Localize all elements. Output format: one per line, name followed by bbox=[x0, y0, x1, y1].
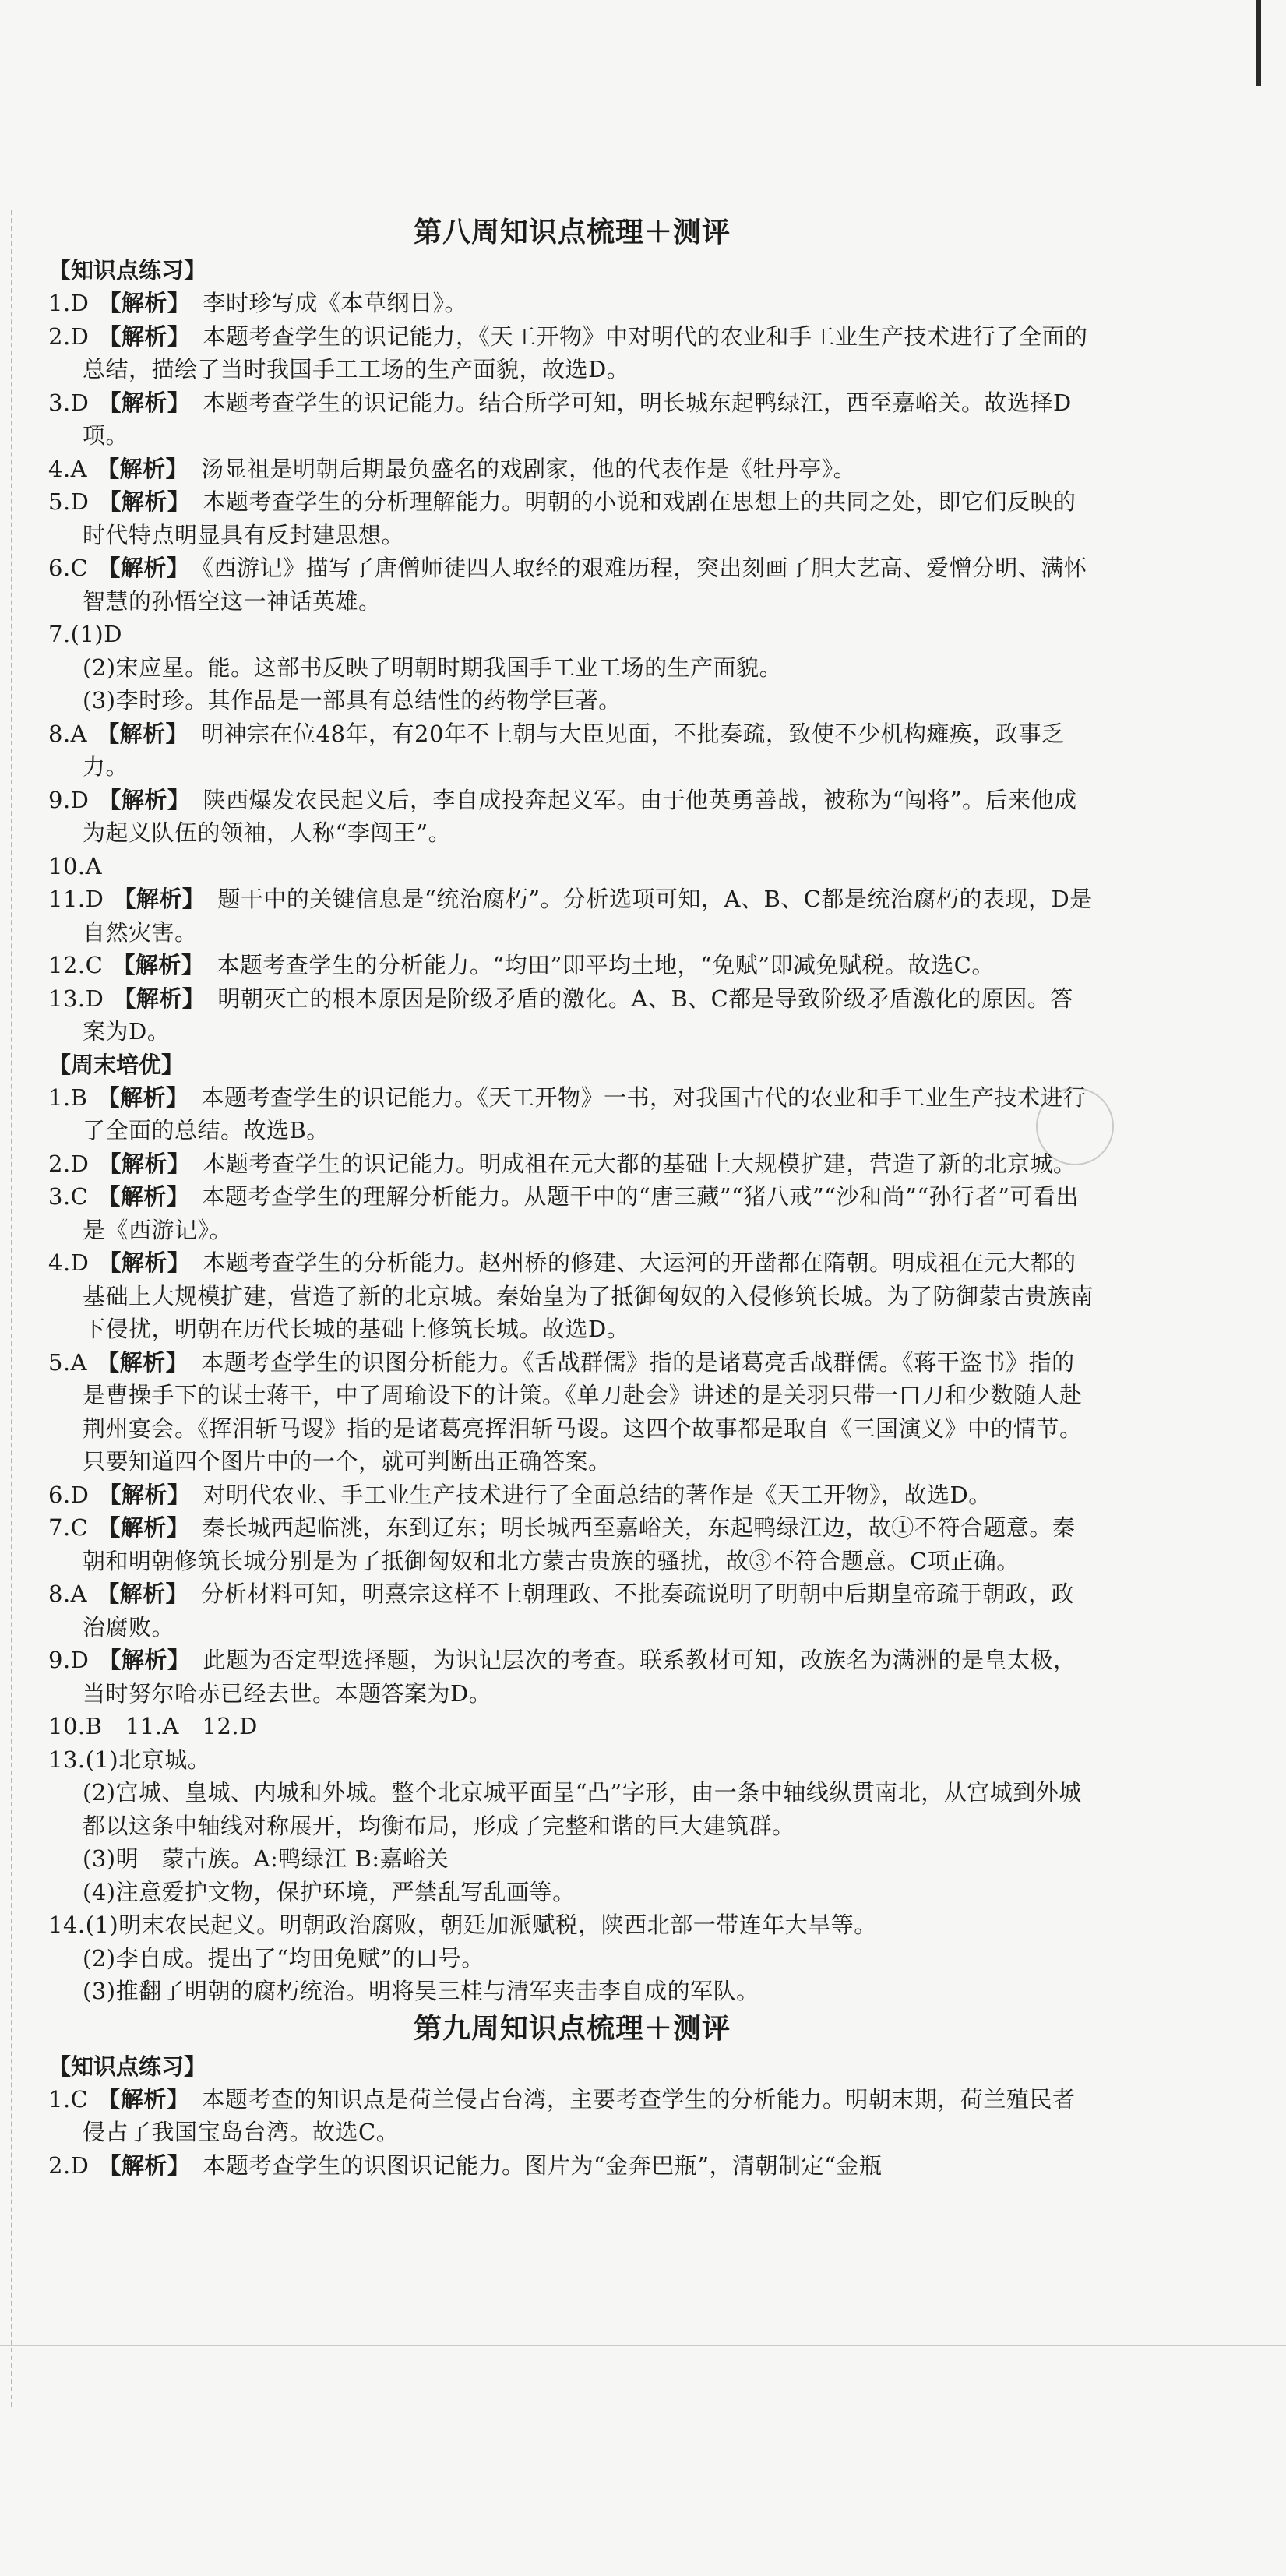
answer-item bbox=[48, 453, 1096, 486]
analysis-tag: 【解析】 bbox=[113, 985, 206, 1012]
answer-item-14-part2: (2)李自成。提出了“均田免赋”的口号。 bbox=[83, 1944, 484, 1972]
answer-number: 1.B bbox=[48, 1084, 88, 1111]
answer-number: 8.A bbox=[48, 720, 88, 747]
answer-number: 1.C bbox=[48, 2085, 89, 2113]
edge-mark bbox=[1256, 0, 1261, 86]
answer-item bbox=[48, 485, 1096, 551]
analysis-tag: 【解析】 bbox=[98, 1150, 191, 1177]
answer-text: 《西游记》描写了唐僧师徒四人取经的艰难历程，突出刻画了胆大艺高、爱憎分明、满怀智慧的孙悟空这一神话英雄。 bbox=[83, 555, 1087, 615]
answer-item bbox=[48, 287, 1096, 320]
analysis-tag: 【解析】 bbox=[97, 1183, 190, 1210]
answer-item-13-part3: (3)明 蒙古族。A:鸭绿江 B:嘉峪关 bbox=[83, 1845, 449, 1872]
analysis-tag: 【解析】 bbox=[98, 488, 191, 515]
analysis-tag: 【解析】 bbox=[98, 1481, 191, 1508]
week8-section-practice: 【知识点练习】 bbox=[48, 257, 207, 284]
answer-number: 11.D bbox=[48, 886, 104, 912]
answer-item-7-part2: (2)宋应星。能。这部书反映了明朝时期我国手工业工场的生产面貌。 bbox=[83, 654, 783, 681]
analysis-tag: 【解析】 bbox=[97, 720, 189, 747]
answer-number: 8.A bbox=[48, 1580, 88, 1607]
answer-item bbox=[48, 982, 1096, 1048]
answer-text: 本题考查学生的分析能力。赵州桥的修建、大运河的开凿都在隋朝。明成祖在元大都的基础上大规模扩建，营造了新的北京城。秦始皇为了抵御匈奴的入侵修筑长城。为了防御蒙古贵族南下侵扰，明朝在历代长城的基础上修筑长城。故选D。 bbox=[83, 1249, 1094, 1342]
answer-text: 本题考查学生的分析理解能力。明朝的小说和戏剧在思想上的共同之处，即它们反映的时代特点明显具有反封建思想。 bbox=[83, 488, 1076, 548]
answer-number: 6.D bbox=[48, 1481, 90, 1508]
answer-text: 明朝灭亡的根本原因是阶级矛盾的激化。A、B、C都是导致阶级矛盾激化的原因。答案为D。 bbox=[83, 985, 1073, 1045]
answer-item bbox=[48, 2149, 1096, 2183]
answer-item bbox=[48, 2083, 1096, 2149]
week9-section-practice: 【知识点练习】 bbox=[48, 2053, 207, 2080]
answer-items-10-12: 10.B 11.A 12.D bbox=[48, 1713, 258, 1739]
binding-dashed-line bbox=[11, 210, 12, 2407]
analysis-tag: 【解析】 bbox=[113, 886, 206, 912]
footer-line bbox=[0, 2345, 1286, 2346]
answer-text: 明神宗在位48年，有20年不上朝与大臣见面，不批奏疏，致使不少机构瘫痪，政事乏力。 bbox=[83, 720, 1065, 780]
answer-item bbox=[48, 386, 1096, 453]
answer-item-14-part3: (3)推翻了明朝的腐朽统治。明将吴三桂与清军夹击李自成的军队。 bbox=[83, 1978, 759, 2004]
analysis-tag: 【解析】 bbox=[97, 1580, 189, 1607]
answer-text: 分析材料可知，明熹宗这样不上朝理政、不批奏疏说明了明朝中后期皇帝疏于朝政，政治腐败。 bbox=[83, 1580, 1075, 1640]
answer-text: 本题考查学生的识记能力，《天工开物》中对明代的农业和手工业生产技术进行了全面的总结，描绘了当时我国手工工场的生产面貌，故选D。 bbox=[83, 322, 1088, 382]
answer-item bbox=[48, 1511, 1096, 1577]
answer-number: 4.A bbox=[48, 455, 88, 482]
answer-number: 12.C bbox=[48, 952, 104, 978]
answer-text: 本题考查学生的识图识记能力。图片为“金奔巴瓶”，清朝制定“金瓶 bbox=[203, 2151, 883, 2179]
answer-number: 3.C bbox=[48, 1183, 89, 1210]
answer-item bbox=[48, 1577, 1096, 1644]
analysis-tag: 【解析】 bbox=[97, 1514, 190, 1541]
answer-item-13-part1: 13.(1)北京城。 bbox=[48, 1746, 211, 1773]
answer-text: 此题为否定型选择题，为识记层次的考查。联系教材可知，改族名为满洲的是皇太极，当时努尔哈赤已经去世。本题答案为D。 bbox=[83, 1647, 1076, 1707]
answer-text: 本题考查学生的分析能力。“均田”即平均土地，“免赋”即减免赋税。故选C。 bbox=[217, 952, 995, 978]
answer-item bbox=[48, 717, 1096, 784]
answer-number: 3.D bbox=[48, 389, 90, 416]
answer-number: 1.D bbox=[48, 290, 90, 316]
answer-text: 本题考查学生的识记能力。《天工开物》一书，对我国古代的农业和手工业生产技术进行了全面的总结。故选B。 bbox=[83, 1084, 1087, 1144]
answer-number: 5.D bbox=[48, 488, 90, 515]
answer-text: 本题考查的知识点是荷兰侵占台湾，主要考查学生的分析能力。明朝末期，荷兰殖民者侵占了我国宝岛台湾。故选C。 bbox=[83, 2085, 1076, 2145]
answer-number: 4.D bbox=[48, 1249, 90, 1276]
answer-number: 9.D bbox=[48, 786, 90, 813]
analysis-tag: 【解析】 bbox=[97, 555, 190, 581]
answer-item bbox=[48, 1147, 1096, 1181]
answer-item-7-part3: (3)李时珍。其作品是一部具有总结性的药物学巨著。 bbox=[83, 687, 622, 714]
analysis-tag: 【解析】 bbox=[98, 1249, 191, 1276]
answer-item bbox=[48, 1644, 1096, 1710]
answer-number: 2.D bbox=[48, 2151, 90, 2179]
answer-text: 秦长城西起临洮，东到辽东；明长城西至嘉峪关，东起鸭绿江边，故①不符合题意。秦朝和明朝修筑长城分别是为了抵御匈奴和北方蒙古贵族的骚扰，故③不符合题意。C项正确。 bbox=[83, 1514, 1076, 1574]
answer-number: 13.D bbox=[48, 985, 104, 1012]
answer-content bbox=[48, 212, 1096, 2182]
analysis-tag: 【解析】 bbox=[97, 1084, 189, 1111]
answer-text: 李时珍写成《本草纲目》。 bbox=[203, 290, 467, 316]
analysis-tag: 【解析】 bbox=[97, 2085, 190, 2113]
answer-item-14-part1: 14.(1)明末农民起义。明朝政治腐败，朝廷加派赋税，陕西北部一带连年大旱等。 bbox=[48, 1912, 877, 1938]
answer-number: 2.D bbox=[48, 322, 90, 350]
answer-item bbox=[48, 1346, 1096, 1478]
answer-item bbox=[48, 320, 1096, 386]
answer-item-7-part1: 7.(1)D bbox=[48, 621, 122, 647]
answer-item bbox=[48, 883, 1096, 949]
answer-text: 本题考查学生的识记能力。结合所学可知，明长城东起鸭绿江，西至嘉峪关。故选择D项。 bbox=[83, 389, 1072, 449]
analysis-tag: 【解析】 bbox=[98, 786, 191, 813]
analysis-tag: 【解析】 bbox=[97, 1348, 189, 1376]
analysis-tag: 【解析】 bbox=[98, 389, 191, 416]
answer-text: 陕西爆发农民起义后，李自成投奔起义军。由于他英勇善战，被称为“闯将”。后来他成为起义队伍的领袖，人称“李闯王”。 bbox=[83, 786, 1077, 846]
answer-number: 6.C bbox=[48, 555, 89, 581]
answer-text: 对明代农业、手工业生产技术进行了全面总结的著作是《天工开物》，故选D。 bbox=[203, 1481, 992, 1508]
week9-title: 第九周知识点梳理＋测评 bbox=[413, 2012, 731, 2045]
answer-text: 汤显祖是明朝后期最负盛名的戏剧家，他的代表作是《牡丹亭》。 bbox=[201, 455, 857, 482]
analysis-tag: 【解析】 bbox=[98, 1647, 191, 1673]
answer-item bbox=[48, 1180, 1096, 1246]
analysis-tag: 【解析】 bbox=[97, 455, 189, 482]
answer-item bbox=[48, 1081, 1096, 1147]
analysis-tag: 【解析】 bbox=[98, 2151, 191, 2179]
answer-text: 本题考查学生的理解分析能力。从题干中的“唐三藏”“猪八戒”“沙和尚”“孙行者”可看出是《西游记》。 bbox=[83, 1183, 1079, 1243]
answer-item bbox=[48, 551, 1096, 618]
answer-text: 题干中的关键信息是“统治腐朽”。分析选项可知，A、B、C都是统治腐朽的表现，D是自然灾害。 bbox=[83, 886, 1093, 946]
week8-section-weekend: 【周末培优】 bbox=[48, 1051, 185, 1078]
answer-number: 7.C bbox=[48, 1514, 89, 1541]
answer-number: 2.D bbox=[48, 1150, 90, 1177]
answer-item bbox=[48, 784, 1096, 850]
answer-number: 5.A bbox=[48, 1348, 88, 1376]
answer-item-13-part4: (4)注意爱护文物，保护环境，严禁乱写乱画等。 bbox=[83, 1878, 576, 1905]
analysis-tag: 【解析】 bbox=[112, 952, 205, 978]
answer-item bbox=[48, 1246, 1096, 1346]
analysis-tag: 【解析】 bbox=[98, 290, 191, 316]
answer-item bbox=[48, 1478, 1096, 1512]
answer-item bbox=[48, 949, 1096, 982]
answer-number: 9.D bbox=[48, 1647, 90, 1673]
answer-text: 本题考查学生的识图分析能力。《舌战群儒》指的是诸葛亮舌战群儒。《蒋干盗书》指的是曹操手下的谋士蒋干，中了周瑜设下的计策。《单刀赴会》讲述的是关羽只带一口刀和少数随人赴荆州宴会。《挥泪斩马谡》指的是诸葛亮挥泪斩马谡。这四个故事都是取自《三国演义》中的情节。只要知道四个图片中的一个，就可判断出正确答案。 bbox=[83, 1348, 1083, 1475]
week8-title: 第八周知识点梳理＋测评 bbox=[413, 217, 731, 248]
answer-item-10: 10.A bbox=[48, 852, 103, 879]
analysis-tag: 【解析】 bbox=[98, 322, 191, 350]
answer-item-13-part2: (2)宫城、皇城、内城和外城。整个北京城平面呈“凸”字形，由一条中轴线纵贯南北，从宫城到外城都以这条中轴线对称展开，均衡布局，形成了完整和谐的巨大建筑群。 bbox=[83, 1779, 1082, 1839]
answer-text: 本题考查学生的识记能力。明成祖在元大都的基础上大规模扩建，营造了新的北京城。 bbox=[203, 1150, 1076, 1177]
